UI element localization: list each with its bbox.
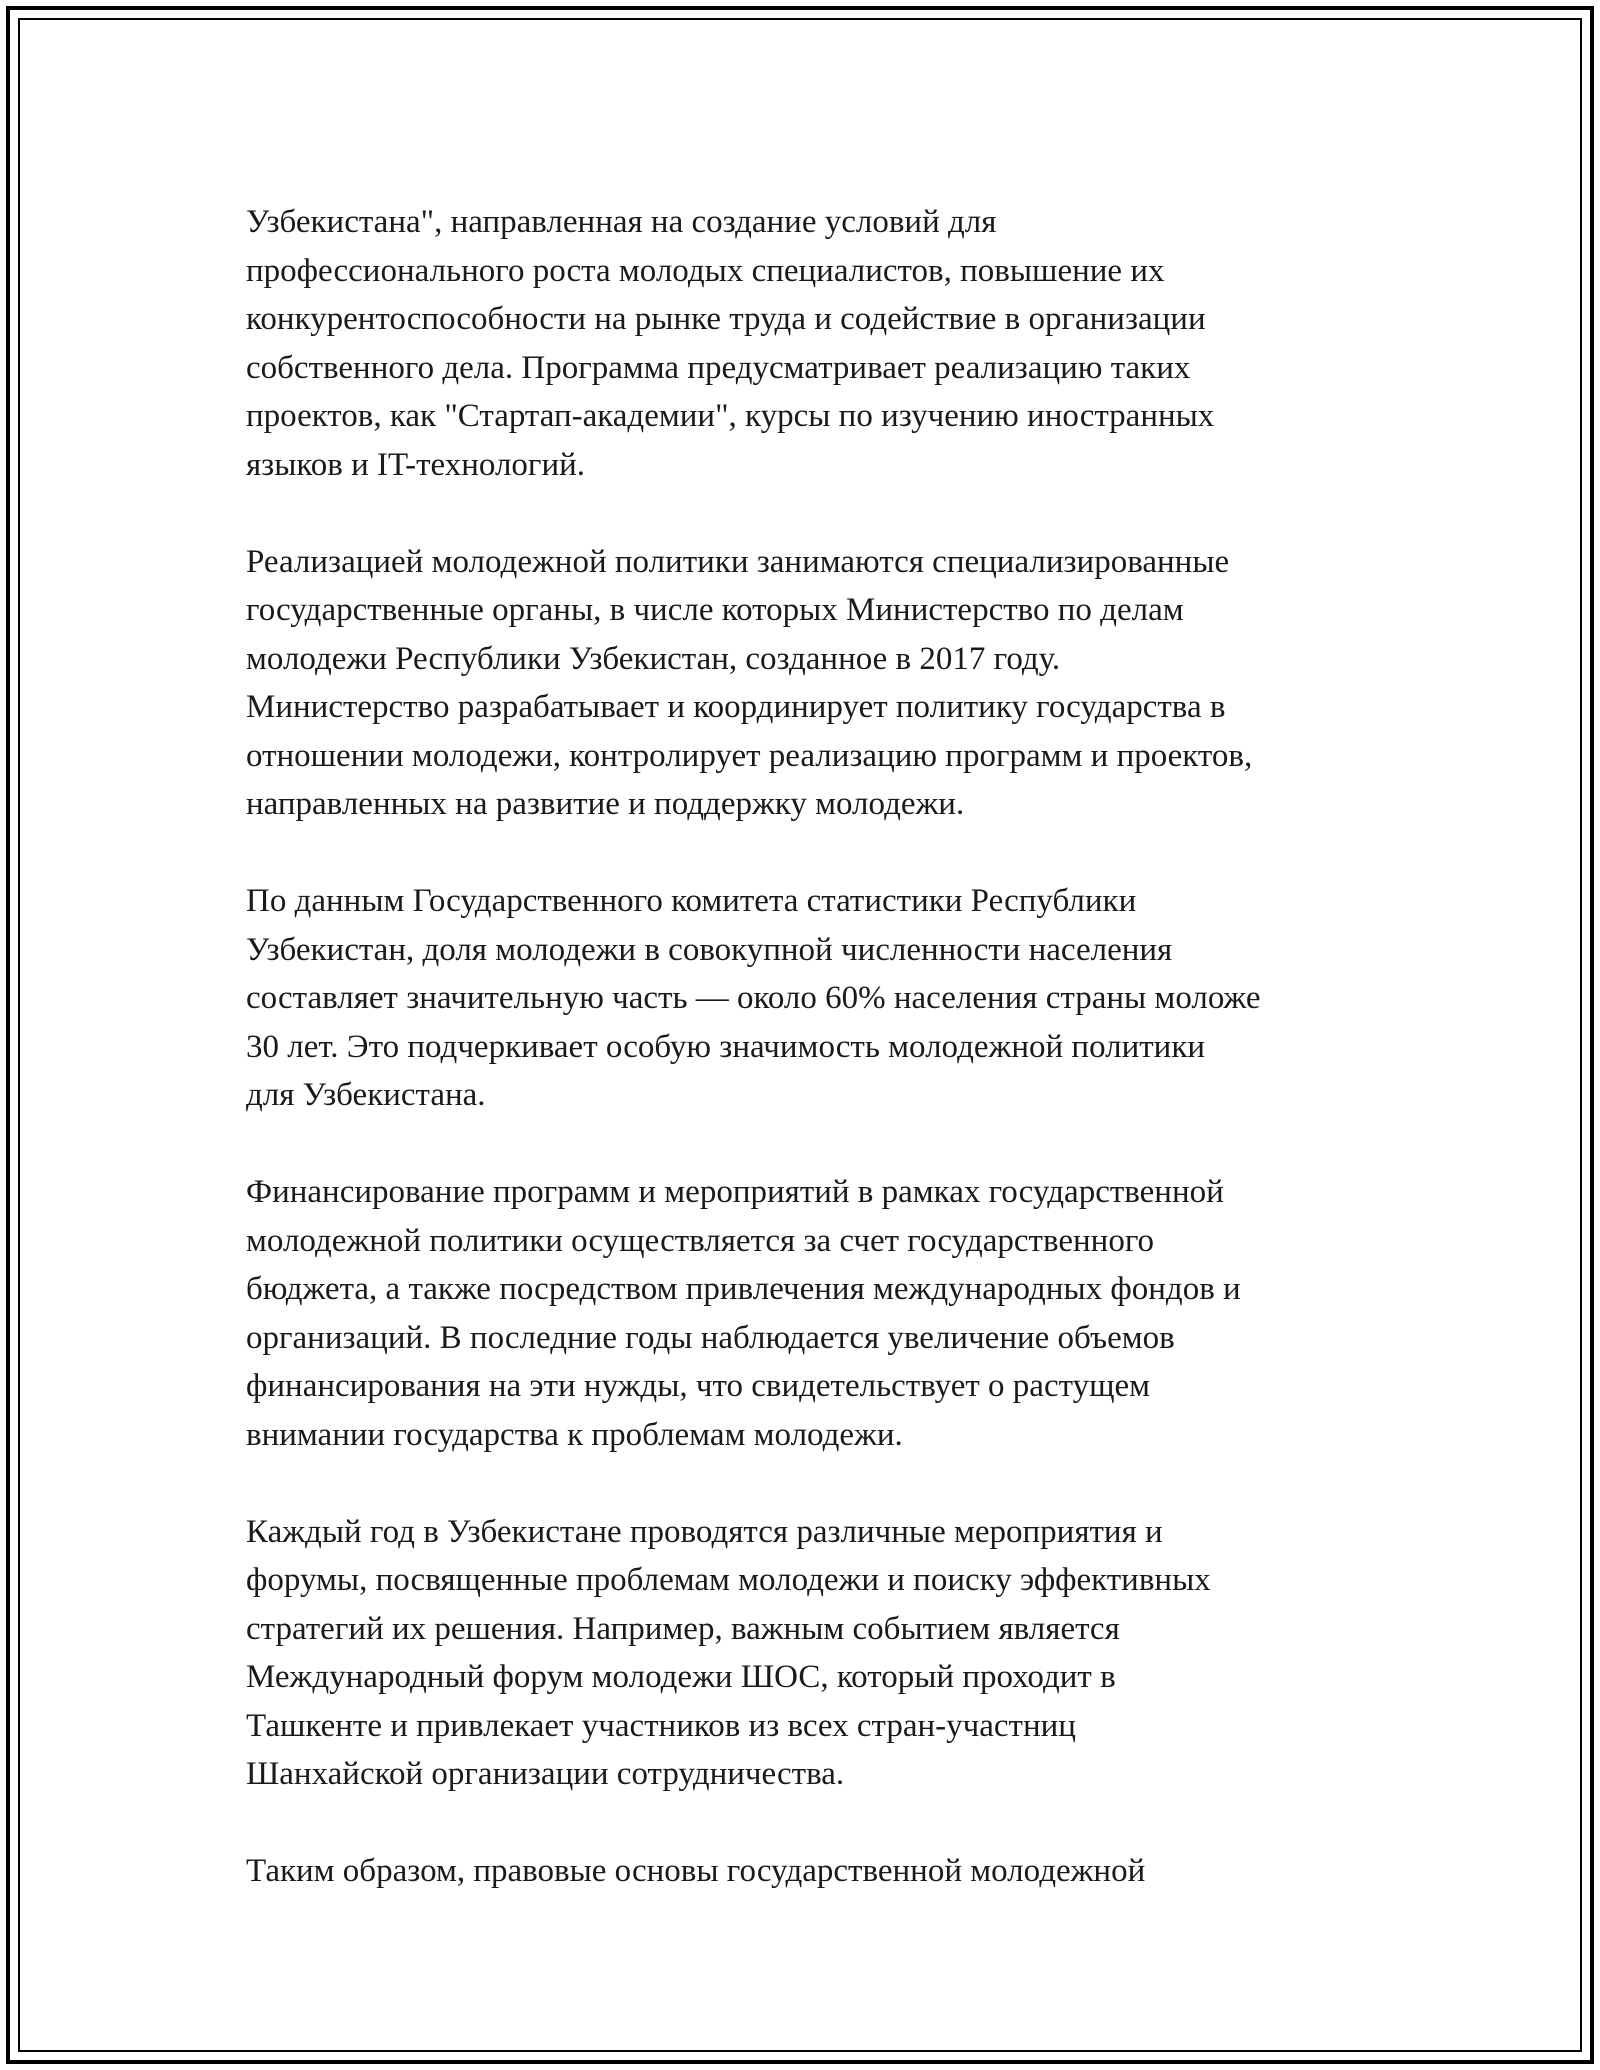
paragraph-line: собственного дела. Программа предусматривает реализацию таких [246,349,1191,386]
paragraph-line: Министерство разрабатывает и координирует политику государства в [246,689,1226,725]
paragraph-line: Узбекистана", направленная на создание условий для [246,204,997,240]
paragraph-5 [246,1508,1426,1799]
paragraph-line: бюджета, а также посредством привлечения международных фондов и [246,1271,1241,1307]
paragraph-line: направленных на развитие и поддержку молодежи. [246,786,965,822]
paragraph-line: Шанхайской организации сотрудничества. [246,1756,845,1792]
paragraph-line: Реализацией молодежной политики занимаются специализированные [246,543,1230,580]
paragraph-spacer [246,489,1426,538]
paragraph-1 [246,198,1426,489]
paragraph-line: Международный форум молодежи ШОС, который проходит в [246,1659,1116,1695]
paragraph-line: отношении молодежи, контролирует реализацию программ и проектов, [246,737,1253,774]
paragraph-line: составляет значительную часть — около 60% населения страны моложе [246,980,1261,1016]
document-body [246,198,1426,1896]
paragraph-line: стратегий их решения. Например, важным событием является [246,1610,1120,1647]
paragraph-spacer [246,1120,1426,1169]
paragraph-6 [246,1847,1426,1896]
paragraph-line: для Узбекистана. [246,1077,486,1113]
paragraph-line: молодежи Республики Узбекистан, созданное в 2017 году. [246,640,1061,677]
paragraph-line: организаций. В последние годы наблюдается увеличение объемов [246,1319,1175,1356]
paragraph-line: молодежной политики осуществляется за счет государственного [246,1222,1155,1259]
page-border [6,6,1594,2064]
paragraph-line: Узбекистан, доля молодежи в совокупной численности населения [246,931,1173,968]
paragraph-4 [246,1168,1426,1459]
paragraph-line: конкурентоспособности на рынке труда и содействие в организации [246,301,1206,337]
paragraph-line: профессионального роста молодых специалистов, повышение их [246,252,1165,289]
paragraph-3 [246,877,1426,1120]
paragraph-2 [246,538,1426,829]
paragraph-spacer [246,1799,1426,1848]
paragraph-line: форумы, посвященные проблемам молодежи и поиску эффективных [246,1562,1211,1598]
paragraph-line: Таким образом, правовые основы государственной молодежной [246,1853,1146,1889]
paragraph-line: Ташкенте и привлекает участников из всех стран-участниц [246,1707,1076,1744]
paragraph-line: финансирования на эти нужды, что свидетельствует о растущем [246,1368,1151,1404]
paragraph-line: Каждый год в Узбекистане проводятся различные мероприятия и [246,1513,1163,1550]
paragraph-line: По данным Государственного комитета статистики Республики [246,883,1137,919]
paragraph-line: проектов, как "Стартап-академии", курсы по изучению иностранных [246,398,1215,434]
paragraph-line: 30 лет. Это подчеркивает особую значимость молодежной политики [246,1028,1206,1065]
paragraph-line: языков и IT-технологий. [246,446,586,483]
paragraph-line: внимании государства к проблемам молодежи. [246,1416,903,1453]
paragraph-spacer [246,829,1426,878]
paragraph-line: государственные органы, в числе которых Министерство по делам [246,592,1184,628]
paragraph-spacer [246,1459,1426,1508]
paragraph-line: Финансирование программ и мероприятий в рамках государственной [246,1174,1224,1210]
